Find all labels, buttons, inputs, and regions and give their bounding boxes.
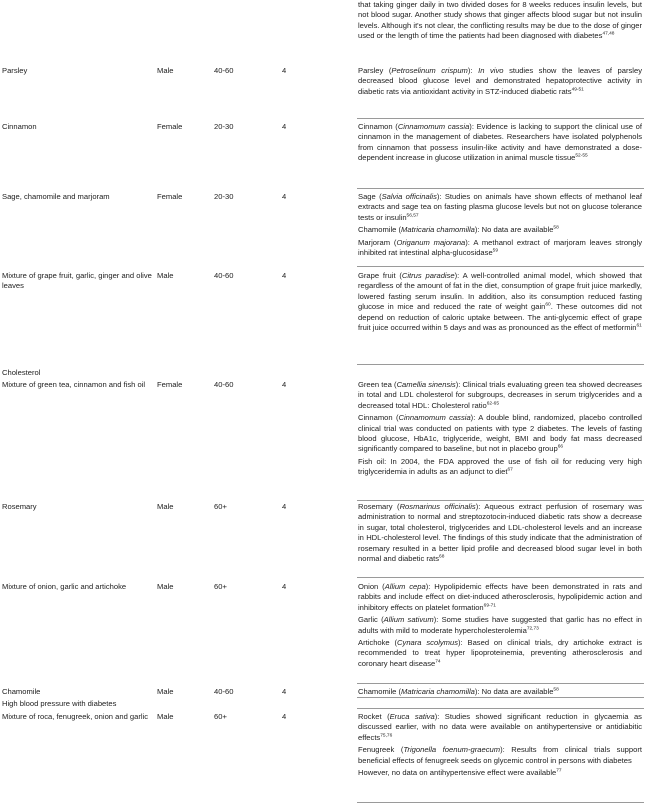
evidence-text: ): Results from clinical trials support beneficial effects of fenugreek seeds on glycemic control in persons with diabetes (358, 745, 642, 765)
score-cell: 4 (282, 502, 287, 511)
row-separator (357, 364, 644, 365)
herb-cell: Mixture of grape fruit, garlic, ginger and olive leaves (2, 271, 152, 291)
gender-cell: Female (157, 122, 183, 131)
reference-number: 49-51 (571, 87, 584, 93)
age-cell: 40-60 (214, 380, 234, 389)
evidence-paragraph (358, 712, 642, 743)
evidence-cell (358, 66, 642, 97)
reference-number: 58 (553, 687, 559, 693)
scientific-name: Camellia sinensis (396, 380, 456, 389)
evidence-cell (358, 380, 642, 478)
herb-cell: Cholesterol (2, 368, 41, 377)
reference-number: 61 (636, 323, 642, 329)
evidence-paragraph (358, 225, 642, 235)
reference-number: 62-65 (486, 401, 500, 407)
evidence-text: that taking ginger daily in two divided doses for 8 weeks reduces insulin levels, but not blood sugar. Another study shows that ginger affects blood sugar but not insulin levels. Although it's not clear, the conflicting results may be due to the dose of ginger used or the length of time the patients had been diagnosed with diabetes (358, 0, 642, 41)
scientific-name: Trigonella foenum-graecum (403, 745, 501, 755)
row-separator (357, 577, 644, 578)
evidence-cell (358, 0, 642, 42)
reference-number: 77 (556, 768, 562, 774)
score-cell: 4 (282, 122, 287, 131)
evidence-text: Artichoke ( (358, 638, 398, 648)
herb-cell: Mixture of onion, garlic and artichoke (2, 582, 127, 591)
gender-cell: Male (157, 502, 174, 511)
scientific-name: Allium cepa (384, 582, 426, 591)
evidence-text: Sage ( (358, 192, 382, 201)
row-separator (357, 708, 644, 709)
reference-number: 75,76 (380, 733, 393, 739)
evidence-cell (358, 712, 642, 778)
score-cell: 4 (282, 712, 287, 721)
herb-cell: Mixture of green tea, cinnamon and fish oil (2, 380, 146, 389)
age-cell: 40-60 (214, 66, 234, 75)
scientific-name: Salvia officinalis (381, 192, 437, 201)
evidence-text: However, no data on antihypertensive effect were available (358, 768, 557, 778)
gender-cell: Male (157, 66, 174, 75)
evidence-text: Marjoram ( (358, 237, 397, 247)
evidence-paragraph (358, 745, 642, 766)
evidence-text: ): Studies showed significant reduction in glycaemia as discussed earlier, with no data were available on antihypertensive or antidiabitic effects (358, 712, 642, 742)
age-cell: 20-30 (214, 192, 234, 201)
gender-cell: Male (157, 687, 174, 696)
evidence-text: Fenugreek ( (358, 745, 404, 755)
age-cell: 20-30 (214, 122, 234, 131)
age-cell: 40-60 (214, 271, 234, 280)
age-cell: 60+ (214, 502, 227, 511)
scientific-name: Origanum majorana (396, 237, 466, 247)
scientific-name: Cinnamomum cassia (397, 122, 470, 131)
score-cell: 4 (282, 380, 287, 389)
evidence-text: studies show the leaves of parsley decreased blood glucose level and demonstrated hepatoprotective activity in diabetic rats via antioxidant activity in STZ-induced diabetic rats (358, 66, 642, 96)
evidence-paragraph (358, 615, 642, 636)
evidence-paragraph (358, 413, 642, 455)
evidence-text: Cinnamon ( (358, 122, 398, 131)
evidence-text: Chamomile ( (358, 225, 402, 235)
evidence-paragraph (358, 457, 642, 478)
evidence-text: Onion ( (358, 582, 385, 591)
evidence-paragraph (358, 768, 642, 778)
herb-cell: Parsley (2, 66, 28, 75)
row-separator (357, 118, 644, 119)
scientific-name: Eruca sativa (389, 712, 435, 721)
herb-cell: Rosemary (2, 502, 37, 511)
evidence-paragraph (358, 502, 642, 564)
evidence-text: ): (467, 66, 479, 75)
evidence-text: Green tea ( (358, 380, 397, 389)
scientific-name: Rosmarinus officinalis (399, 502, 476, 511)
evidence-text: Cinnamon ( (358, 413, 399, 423)
evidence-text: Parsley ( (358, 66, 392, 75)
row-separator (357, 266, 644, 267)
evidence-text: ): No data are available (474, 687, 554, 696)
row-separator (357, 683, 644, 684)
scientific-name: Matricaria chamomilla (401, 225, 475, 235)
age-cell: 60+ (214, 712, 227, 721)
evidence-cell (358, 687, 642, 697)
herb-cell: High blood pressure with diabetes (2, 699, 117, 708)
scientific-name: Cynara scolymus (397, 638, 459, 648)
scientific-name: Allium sativum (383, 615, 434, 625)
reference-number: 66 (557, 444, 564, 450)
evidence-text: Rosemary ( (358, 502, 400, 511)
evidence-text: ): Clinical trials evaluating green tea showed decreases in total and LDL cholesterol for subgroups, decreases in serum triglycerides and a decreased total HDL: Cholesterol ratio (358, 380, 642, 410)
score-cell: 4 (282, 66, 287, 75)
score-cell: 4 (282, 687, 287, 696)
evidence-cell (358, 122, 642, 164)
herb-cell: Mixture of roca, fenugreek, onion and garlic (2, 712, 149, 721)
reference-number: 52-55 (575, 153, 588, 159)
reference-number: 59 (492, 248, 499, 254)
study-type: In vivo (478, 66, 504, 75)
reference-number: 74 (435, 659, 441, 665)
evidence-text: . These outcomes did not depend on reduction of caloric uptake between. The anti-glycemic effect of grape fruit juice occurred within 5 days and was as pronounced as the effect of metformin (358, 302, 642, 333)
scientific-name: Citrus paradise (401, 271, 455, 280)
age-cell: 40-60 (214, 687, 234, 696)
gender-cell: Male (157, 582, 174, 591)
reference-number: 69-71 (483, 603, 496, 609)
evidence-text: ): Evidence is lacking to support the clinical use of cinnamon in the management of diabetes. Researchers have isolated polyphenols from cinnamon that possess insulin-like activity and have demonstrated a dose-dependent increase in glucose utilization in animal muscle tissue (358, 122, 642, 163)
evidence-text: Grape fruit ( (358, 271, 402, 280)
evidence-text: Fish oil: In 2004, the FDA approved the use of fish oil for reducing very high triglyceridemia in adults as an adjunct to diet (358, 456, 642, 477)
gender-cell: Female (157, 380, 183, 389)
row-separator (357, 188, 644, 189)
reference-number: 47,48 (602, 31, 615, 37)
reference-number: 56,57 (406, 213, 419, 219)
evidence-paragraph (358, 582, 642, 613)
evidence-text: ): A methanol extract of marjoram leaves strongly inhibited rat intestinal alpha-glucosidase (358, 237, 642, 258)
evidence-cell (358, 192, 642, 258)
evidence-paragraph (358, 192, 642, 223)
reference-number: 60 (545, 302, 551, 308)
evidence-text: Garlic ( (358, 615, 384, 625)
evidence-text: Chamomile ( (358, 687, 402, 696)
scientific-name: Cinnamomum cassia (398, 413, 471, 423)
score-cell: 4 (282, 271, 287, 280)
evidence-text: Rocket ( (358, 712, 390, 721)
herb-cell: Cinnamon (2, 122, 37, 131)
herb-cell: Chamomile (2, 687, 41, 696)
evidence-text: ): Based on clinical trials, dry artichoke extract is recommended to treat hyper lipoproteinemia, preventing atherosclerosis and coronary heart disease (358, 638, 643, 668)
scientific-name: Petroselinum crispum (391, 66, 468, 75)
reference-number: 67 (507, 467, 513, 473)
scientific-name: Matricaria chamomilla (401, 687, 475, 696)
evidence-paragraph (358, 122, 642, 164)
evidence-text: ): Studies on animals have shown effects of methanol leaf extracts and sage tea on fasting plasma glucose levels but not on glucose tolerance tests or insulin (358, 192, 642, 222)
gender-cell: Female (157, 192, 183, 201)
evidence-paragraph (358, 687, 642, 697)
evidence-text: ): Aqueous extract perfusion of rosemary was administration to normal and streptozotocin-induced diabetic rats show a decrease in sugar, total cholesterol, triglycerides and LDL-cholesterol levels and an increase in HDL-cholesterol level. The findings of this study indicate that the administration of rosemary resulted in a better lipid profile and decreased blood sugar level in both normal and diabetic rats (358, 502, 642, 564)
row-separator (357, 802, 644, 803)
evidence-text: ): Some studies have suggested that garlic has no effect in adults with mild to moderate hypercholesterolemia (358, 615, 643, 635)
evidence-cell (358, 502, 642, 564)
evidence-paragraph (358, 638, 642, 669)
row-separator (357, 500, 644, 501)
evidence-cell (358, 582, 642, 669)
gender-cell: Male (157, 712, 174, 721)
reference-number: 58 (553, 225, 559, 231)
evidence-text: ): No data are available (474, 225, 554, 235)
evidence-text: ): Hypolipidemic effects have been demonstrated in rats and rabbits and include effect on diet-induced atherosclerosis, hypolipidemic action and inhibitory effects on platelet formation (358, 582, 642, 612)
reference-number: 68 (439, 554, 445, 560)
evidence-paragraph (358, 380, 642, 411)
score-cell: 4 (282, 582, 287, 591)
reference-number: 72,73 (526, 626, 539, 632)
evidence-text: ): A well-controlled animal model, which showed that regardless of the amount of fat in the diet, consumption of grape fruit juice markedly, lowered fasting serum insulin. In addition, also its consumption reduced fasting glucose in mice and reduced the rate of weight gain (358, 271, 642, 312)
evidence-paragraph (358, 0, 642, 42)
score-cell: 4 (282, 192, 287, 201)
evidence-paragraph (358, 66, 642, 97)
evidence-paragraph (358, 238, 642, 259)
age-cell: 60+ (214, 582, 227, 591)
evidence-text: ): A double blind, randomized, placebo controlled clinical trial was conducted on patients with type 2 diabetes. The levels of fasting blood glucose, HbA1c, triglyceride, weight, BMI and body fat mass decreased significantly compared to baseline, but not in placebo group (358, 413, 642, 454)
gender-cell: Male (157, 271, 174, 280)
evidence-paragraph (358, 271, 642, 333)
herb-cell: Sage, chamomile and marjoram (2, 192, 110, 201)
evidence-cell (358, 271, 642, 333)
